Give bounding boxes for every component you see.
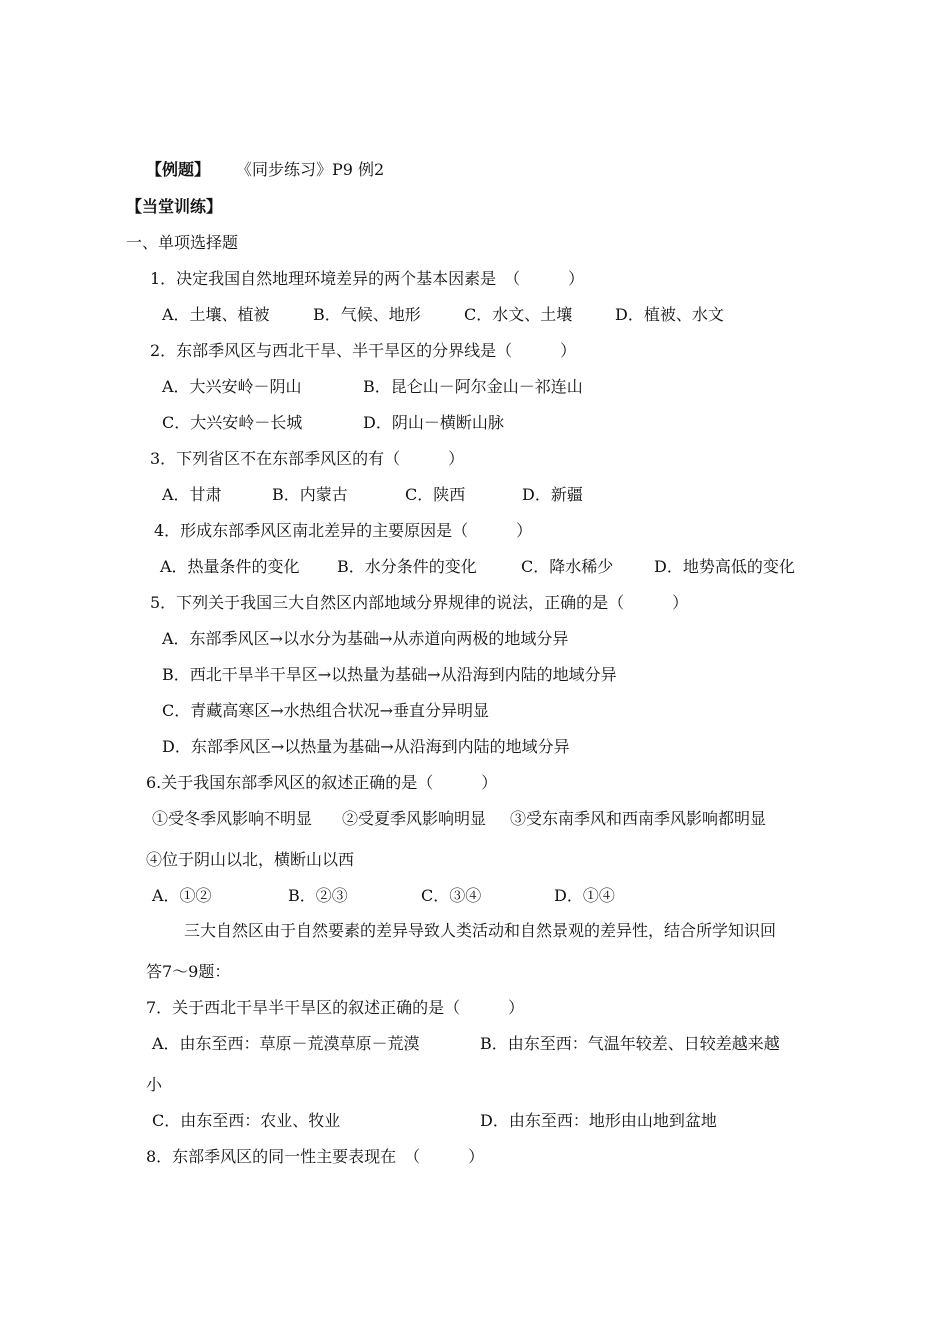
- question-1-stem: 1．决定我国自然地理环境差异的两个基本因素是 （ ）: [150, 269, 585, 288]
- q5-option-c: C．青藏高寒区→水热组合状况→垂直分异明显: [162, 701, 490, 720]
- question-4-stem: 4．形成东部季风区南北差异的主要原因是（ ）: [154, 521, 533, 540]
- q6-option-a: A．①②: [152, 886, 212, 905]
- q3-option-c: C．陕西: [405, 485, 466, 504]
- q4-option-d: D．地势高低的变化: [654, 557, 795, 576]
- question-7-stem: 7．关于西北干旱半干旱区的叙述正确的是（ ）: [146, 998, 525, 1017]
- passage-line-2: 答7～9题：: [146, 962, 231, 981]
- q3-option-b: B．内蒙古: [272, 485, 348, 504]
- q3-option-a: A．甘肃: [162, 485, 222, 504]
- q6-option-c: C．③④: [421, 886, 482, 905]
- section-title: 【当堂训练】: [126, 197, 223, 216]
- example-label: 【例题】: [146, 160, 211, 179]
- q2-option-c: C．大兴安岭－长城: [162, 413, 303, 432]
- q1-option-b: B．气候、地形: [313, 305, 421, 324]
- q6-option-d: D．①④: [554, 886, 615, 905]
- question-2-stem: 2．东部季风区与西北干旱、半干旱区的分界线是（ ）: [150, 341, 577, 360]
- q5-option-d: D．东部季风区→以热量为基础→从沿海到内陆的地域分异: [162, 737, 570, 756]
- q7-option-b: B．由东至西：气温年较差、日较差越来越: [480, 1034, 780, 1053]
- q2-option-b: B．昆仑山－阿尔金山－祁连山: [363, 377, 583, 396]
- q1-option-d: D．植被、水文: [615, 305, 724, 324]
- q6-statement-2: ②受夏季风影响明显: [342, 809, 487, 828]
- question-6-stem: 6.关于我国东部季风区的叙述正确的是（ ）: [146, 773, 498, 792]
- q4-option-a: A．热量条件的变化: [160, 557, 300, 576]
- q4-option-c: C．降水稀少: [521, 557, 614, 576]
- example-reference: 《同步练习》P9 例2: [236, 160, 385, 179]
- q7-option-c: C．由东至西：农业、牧业: [152, 1111, 341, 1130]
- q1-option-c: C．水文、土壤: [464, 305, 573, 324]
- question-3-stem: 3．下列省区不在东部季风区的有（ ）: [150, 449, 465, 468]
- q4-option-b: B．水分条件的变化: [337, 557, 477, 576]
- q5-option-b: B．西北干旱半干旱区→以热量为基础→从沿海到内陆的地域分异: [162, 665, 617, 684]
- question-8-stem: 8．东部季风区的同一性主要表现在 （ ）: [146, 1147, 485, 1166]
- q6-statement-1: ①受冬季风影响不明显: [152, 809, 313, 828]
- q2-option-d: D．阴山－横断山脉: [363, 413, 504, 432]
- q3-option-d: D．新疆: [522, 485, 583, 504]
- q1-option-a: A．土壤、植被: [162, 305, 270, 324]
- question-5-stem: 5．下列关于我国三大自然区内部地域分界规律的说法，正确的是（ ）: [150, 593, 689, 612]
- q7-option-d: D．由东至西：地形由山地到盆地: [480, 1111, 717, 1130]
- q6-statement-3: ③受东南季风和西南季风影响都明显: [510, 809, 767, 828]
- q7-option-a: A．由东至西：草原－荒漠草原－荒漠: [152, 1034, 420, 1053]
- part-title: 一、单项选择题: [126, 233, 239, 252]
- q6-option-b: B．②③: [288, 886, 348, 905]
- q7-option-b-continued: 小: [146, 1075, 163, 1094]
- passage-line-1: 三大自然区由于自然要素的差异导致人类活动和自然景观的差异性，结合所学知识回: [184, 921, 777, 940]
- q5-option-a: A．东部季风区→以水分为基础→从赤道向两极的地域分异: [162, 629, 569, 648]
- q6-statement-4: ④位于阴山以北，横断山以西: [146, 850, 355, 869]
- q2-option-a: A．大兴安岭－阴山: [162, 377, 302, 396]
